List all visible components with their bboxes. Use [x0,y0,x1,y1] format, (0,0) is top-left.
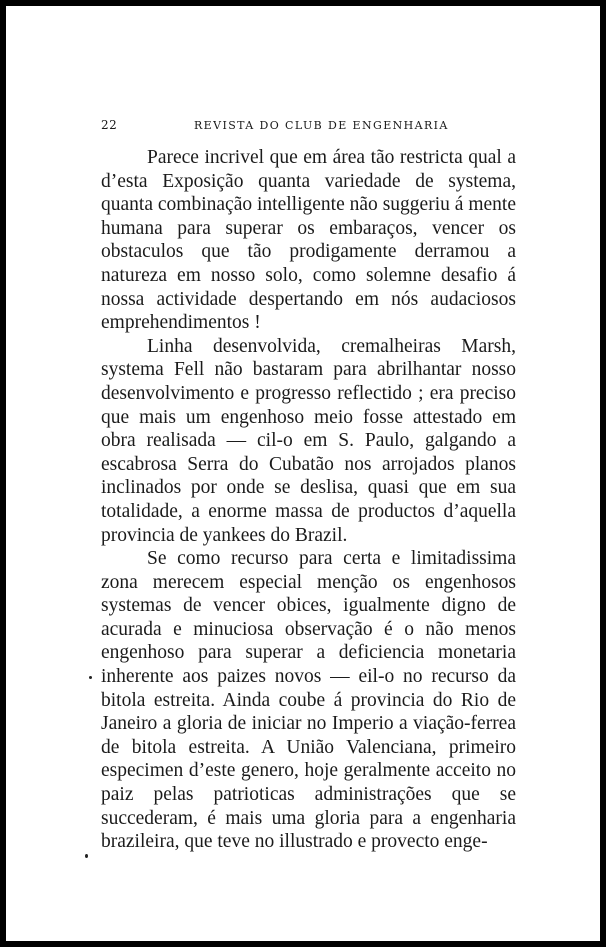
paragraph-1: Parece incrivel que em área tão restricta qual a d’esta Exposição quanta variedade de systema, quanta combinação intelligente não suggeriu á mente humana para superar os embaraços, vencer os obstaculos que tão prodigamente derramou a natureza em nosso solo, como solemne desafio á nossa actividade despertando em nós audaciosos emprehendimentos ! [101,147,516,334]
running-head: REVISTA DO CLUB DE ENGENHARIA [194,119,449,132]
document-page [6,6,600,941]
page-number: 22 [101,118,118,132]
page-header [6,118,600,138]
paragraph-2: Linha desenvolvida, cremalheiras Marsh, systema Fell não bastaram para abrilhantar nosso desenvolvimento e progresso reflectido ; era preciso que mais um engenhoso meio fosse attestado em obra realisada — cil-o em S. Paulo, galgando a escabrosa Serra do Cubatão nos arrojados planos inclinados por onde se deslisa, quasi que em sua totalidade, a enorme massa de productos d’aquella provincia de yankees do Brazil. [101,335,516,546]
margin-speck [89,676,92,679]
body-text [101,146,516,854]
margin-speck [85,854,88,858]
paragraph-3: Se como recurso para certa e limitadissima zona merecem especial menção os engenhosos systemas de vencer obices, igualmente digno de acurada e minuciosa observação é o não menos engenhoso para superar a deficiencia monetaria inherente aos paizes novos — eil-o no recurso da bitola estreita. Ainda coube á provincia do Rio de Janeiro a gloria de iniciar no Imperio a viação-ferrea de bitola estreita. A União Valenciana, primeiro especimen d’este genero, hoje geralmente acceito no paiz pelas patrioticas administrações que se succederam, é mais uma gloria para a engenharia brazileira, que teve no illustrado e provecto enge- [101,548,516,853]
